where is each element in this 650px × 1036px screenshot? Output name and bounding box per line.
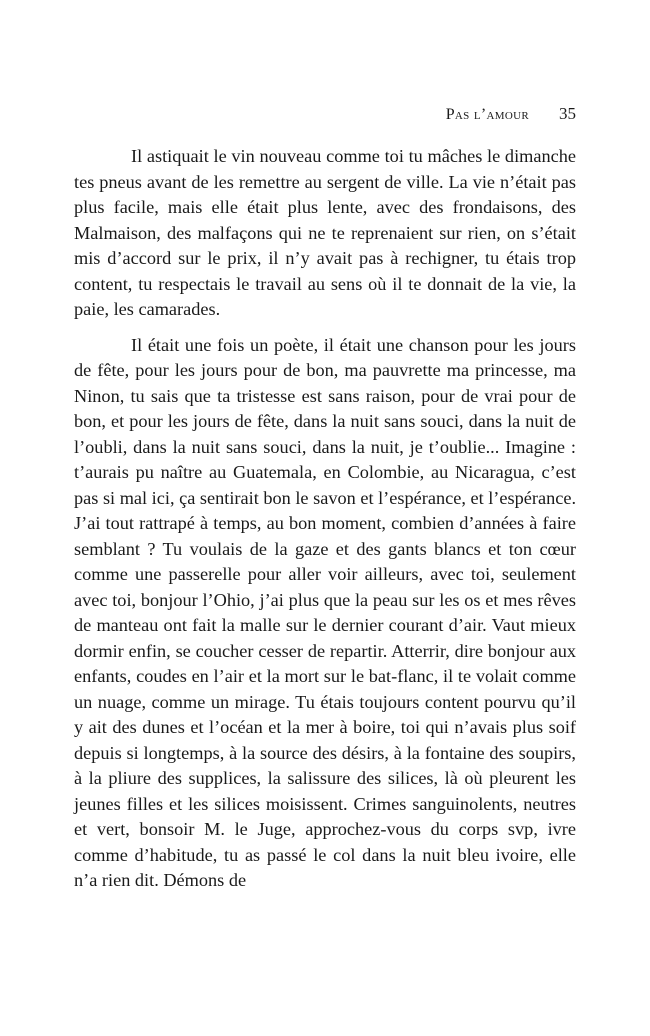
running-title: Pas l’amour: [445, 106, 529, 123]
paragraph: Il astiquait le vin nouveau comme toi tu mâches le dimanche tes pneus avant de les remettre au sergent de ville. La vie n’était pas plus facile, mais elle était plus lente, avec des frondaisons, des Malmaison, des malfaçons qui ne te reprenaient sur rien, on s’était mis d’accord sur le prix, il n’y avait pas à rechigner, tu étais trop content, tu respectais le travail au sens où il te donnait de la vie, la paie, les camarades.: [74, 146, 576, 319]
page-number: 35: [559, 104, 576, 123]
body-text: [74, 144, 576, 904]
running-head: [74, 104, 576, 128]
paragraph: Il était une fois un poète, il était une chanson pour les jours de fête, pour les jours pour de bon, ma pauvrette ma princesse, ma Ninon, tu sais que ta tristesse est sans raison, pour de vrai pour de bon, et pour les jours de fête, dans la nuit sans souci, dans la nuit de l’oubli, dans la nuit sans souci, dans la nuit, je t’oublie... Imagine : t’aurais pu naître au Guatemala, en Colombie, au Nicaragua, c’est pas si mal ici, ça sentirait bon le savon et l’espérance, et l’espérance. J’ai tout rattrapé à temps, au bon moment, combien d’années à faire semblant ? Tu voulais de la gaze et des gants blancs et ton cœur comme une passerelle pour aller voir ailleurs, avec toi, seulement avec toi, bonjour l’Ohio, j’ai plus que la peau sur les os et mes rêves de manteau ont fait la malle sur le dernier courant d’air. Vaut mieux dormir enfin, se coucher cesser de repartir. Atterrir, dire bonjour aux enfants, coudes en l’air et la mort sur le bat-flanc, il te volait comme un nuage, comme un mirage. Tu étais toujours content pourvu qu’il y ait des dunes et l’océan et la mer à boire, toi qui n’avais plus soif depuis si longtemps, à la source des désirs, à la fontaine des soupirs, à la pliure des supplices, la salissure des silices, là où pleurent les jeunes filles et les silices moisissent. Crimes sanguinolents, neutres et vert, bonsoir M. le Juge, approchez-vous du corps svp, ivre comme d’habitude, tu as passé le col dans la nuit bleu ivoire, elle n’a rien dit. Démons de: [74, 334, 577, 890]
